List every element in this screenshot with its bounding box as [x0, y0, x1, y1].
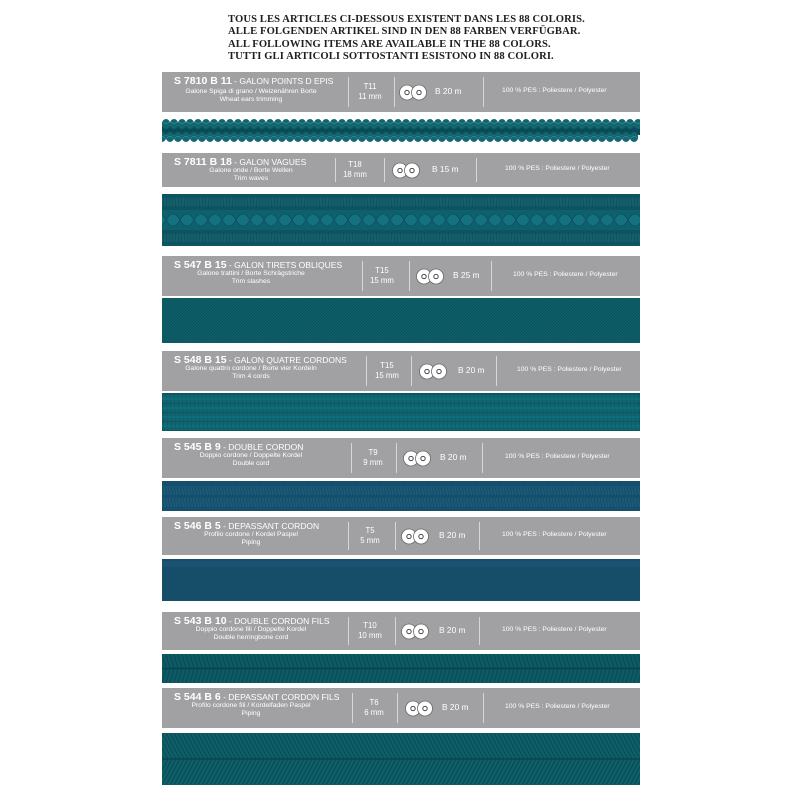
product-name: DEPASSANT CORDON — [228, 521, 320, 531]
product-label-bar — [162, 256, 640, 296]
material-composition: 100 % PES : Poliestere / Polyester — [505, 165, 610, 172]
column-divider — [479, 617, 480, 645]
column-divider — [335, 158, 336, 182]
title-separator: - — [226, 260, 235, 270]
product-description — [162, 702, 340, 717]
description-line: Trim slashes — [231, 277, 271, 285]
product-label-bar — [162, 517, 640, 555]
size-code: T15 — [375, 266, 389, 275]
product-name: GALON POINTS D EPIS — [239, 76, 334, 86]
material-composition: 100 % PES : Poliestere / Polyester — [505, 703, 610, 710]
spool-length: B 20 m — [442, 702, 469, 712]
description-line: Profilo cordone / Kordel Paspel — [204, 531, 298, 538]
product-size — [356, 698, 392, 717]
product-size — [364, 266, 400, 285]
column-divider — [352, 693, 353, 723]
description-line: Trim waves — [233, 174, 269, 182]
size-mm: 15 mm — [370, 275, 394, 285]
description-line: Trim 4 cords — [232, 372, 270, 380]
material-composition: 100 % PES : Poliestere / Polyester — [502, 626, 607, 633]
product-code: S 543 B 10 — [174, 615, 227, 627]
fabric-swatch-wheat-ears — [162, 116, 640, 145]
column-divider — [479, 522, 480, 550]
column-divider — [496, 356, 497, 386]
product-name: DEPASSANT CORDON FILS — [228, 692, 340, 702]
product-description — [162, 88, 340, 103]
column-divider — [348, 77, 349, 107]
material-composition: 100 % PES : Poliestere / Polyester — [502, 531, 607, 538]
notice-line-en: ALL FOLLOWING ITEMS ARE AVAILABLE IN THE 88 COLORS. — [228, 38, 551, 50]
spool-reel-icon — [418, 363, 448, 380]
column-divider — [348, 617, 349, 645]
column-divider — [411, 356, 412, 386]
material-composition: 100 % PES : Poliestere / Polyester — [502, 87, 607, 94]
spool-length: B 20 m — [435, 86, 462, 96]
description-line: Galone trattini / Borte Schrägstriche — [197, 270, 305, 277]
size-mm: 18 mm — [343, 169, 367, 179]
description-line: Doppio cordone / Doppelte Kordel — [199, 452, 303, 459]
title-separator: - — [220, 442, 229, 452]
product-name: GALON TIRETS OBLIQUES — [234, 260, 343, 270]
column-divider — [395, 617, 396, 645]
description-line: Double cord — [232, 459, 270, 467]
size-code: T10 — [363, 621, 377, 630]
description-line: Wheat ears trimming — [219, 95, 283, 103]
description-line: Galone quattro cordone / Borte vier Kordeln — [185, 365, 317, 372]
product-description — [162, 452, 340, 467]
description-line: Galone onde / Borte Wellen — [209, 167, 293, 174]
column-divider — [482, 443, 483, 473]
title-separator: - — [226, 355, 235, 365]
product-label-bar — [162, 688, 640, 728]
spool-reel-icon — [391, 162, 421, 179]
description-line: Galone Spiga di grano / Weizenähren Borte — [185, 88, 317, 95]
product-code: S 7810 B 11 — [174, 75, 232, 87]
product-size — [369, 361, 405, 380]
title-separator: - — [226, 616, 235, 626]
spool-reel-icon — [402, 450, 432, 467]
size-code: T6 — [369, 698, 379, 707]
product-code: S 547 B 15 — [174, 259, 227, 271]
fabric-swatch-twill — [162, 298, 640, 343]
description-line: Profilo cordone fili / Kordelfaden Paspel — [191, 702, 311, 709]
product-name: DOUBLE CORDON — [228, 442, 304, 452]
size-mm: 15 mm — [375, 370, 399, 380]
product-label-bar — [162, 351, 640, 391]
title-separator: - — [231, 76, 240, 86]
description-line: Piping — [241, 538, 261, 546]
column-divider — [362, 261, 363, 291]
product-code: S 546 B 5 — [174, 520, 221, 532]
size-code: T11 — [363, 82, 377, 91]
product-code: S 548 B 15 — [174, 354, 227, 366]
description-line: Doppio cordone fili / Doppelte Kordel — [195, 626, 307, 633]
title-separator: - — [231, 157, 240, 167]
product-description — [162, 626, 340, 641]
size-code: T5 — [365, 526, 375, 535]
product-code: S 7811 B 18 — [174, 156, 232, 168]
spool-reel-icon — [398, 84, 428, 101]
fabric-swatch-piping — [162, 559, 640, 601]
fabric-swatch-waves — [162, 194, 640, 246]
spool-length: B 20 m — [458, 365, 485, 375]
product-size — [337, 160, 373, 179]
column-divider — [483, 77, 484, 107]
column-divider — [483, 693, 484, 723]
size-mm: 5 mm — [360, 535, 380, 545]
product-description — [162, 167, 340, 182]
size-code: T18 — [348, 160, 362, 169]
product-label-bar — [162, 153, 640, 187]
spool-reel-icon — [400, 528, 430, 545]
material-composition: 100 % PES : Poliestere / Polyester — [505, 453, 610, 460]
product-label-bar — [162, 438, 640, 478]
fabric-swatch-herringbone-piping — [162, 733, 640, 785]
fabric-swatch-herringbone — [162, 654, 640, 683]
fabric-swatch-four-cords — [162, 393, 640, 431]
spool-length: B 20 m — [439, 530, 466, 540]
description-line: Piping — [241, 709, 261, 717]
product-description — [162, 270, 340, 285]
title-separator: - — [220, 521, 229, 531]
product-name: GALON VAGUES — [239, 157, 307, 167]
column-divider — [397, 693, 398, 723]
spool-length: B 25 m — [453, 270, 480, 280]
product-description — [162, 365, 340, 380]
size-mm: 10 mm — [358, 630, 382, 640]
product-description — [162, 531, 340, 546]
product-size — [352, 621, 388, 640]
product-size — [352, 82, 388, 101]
spool-reel-icon — [415, 268, 445, 285]
product-name: GALON QUATRE CORDONS — [234, 355, 347, 365]
column-divider — [394, 77, 395, 107]
spool-reel-icon — [404, 700, 434, 717]
material-composition: 100 % PES : Poliestere / Polyester — [517, 366, 622, 373]
availability-notice — [228, 14, 698, 64]
notice-line-fr: TOUS LES ARTICLES CI-DESSOUS EXISTENT DANS LES 88 COLORIS. — [228, 14, 585, 25]
product-size — [352, 526, 388, 545]
spool-length: B 20 m — [439, 625, 466, 635]
column-divider — [491, 261, 492, 291]
spool-length: B 20 m — [440, 452, 467, 462]
product-title — [174, 75, 333, 87]
spool-length: B 15 m — [432, 164, 459, 174]
column-divider — [396, 443, 397, 473]
column-divider — [366, 356, 367, 386]
column-divider — [351, 443, 352, 473]
notice-line-it: TUTTI GLI ARTICOLI SOTTOSTANTI ESISTONO IN 88 COLORI. — [228, 51, 554, 63]
size-mm: 9 mm — [363, 457, 383, 467]
column-divider — [476, 158, 477, 182]
product-name: DOUBLE CORDON FILS — [234, 616, 330, 626]
size-code: T9 — [368, 448, 378, 457]
notice-line-de: ALLE FOLGENDEN ARTIKEL SIND IN DEN 88 FARBEN VERFÜGBAR. — [228, 26, 581, 38]
material-composition: 100 % PES : Poliestere / Polyester — [513, 271, 618, 278]
description-line: Double herringbone cord — [213, 633, 289, 641]
product-code: S 544 B 6 — [174, 691, 221, 703]
column-divider — [409, 261, 410, 291]
spool-reel-icon — [400, 623, 430, 640]
product-label-bar — [162, 72, 640, 112]
size-code: T15 — [380, 361, 394, 370]
size-mm: 11 mm — [358, 91, 382, 101]
fabric-swatch-double-cord — [162, 481, 640, 511]
title-separator: - — [220, 692, 229, 702]
product-label-bar — [162, 612, 640, 650]
product-size — [355, 448, 391, 467]
size-mm: 6 mm — [364, 707, 384, 717]
product-code: S 545 B 9 — [174, 441, 221, 453]
column-divider — [395, 522, 396, 550]
column-divider — [348, 522, 349, 550]
column-divider — [384, 158, 385, 182]
